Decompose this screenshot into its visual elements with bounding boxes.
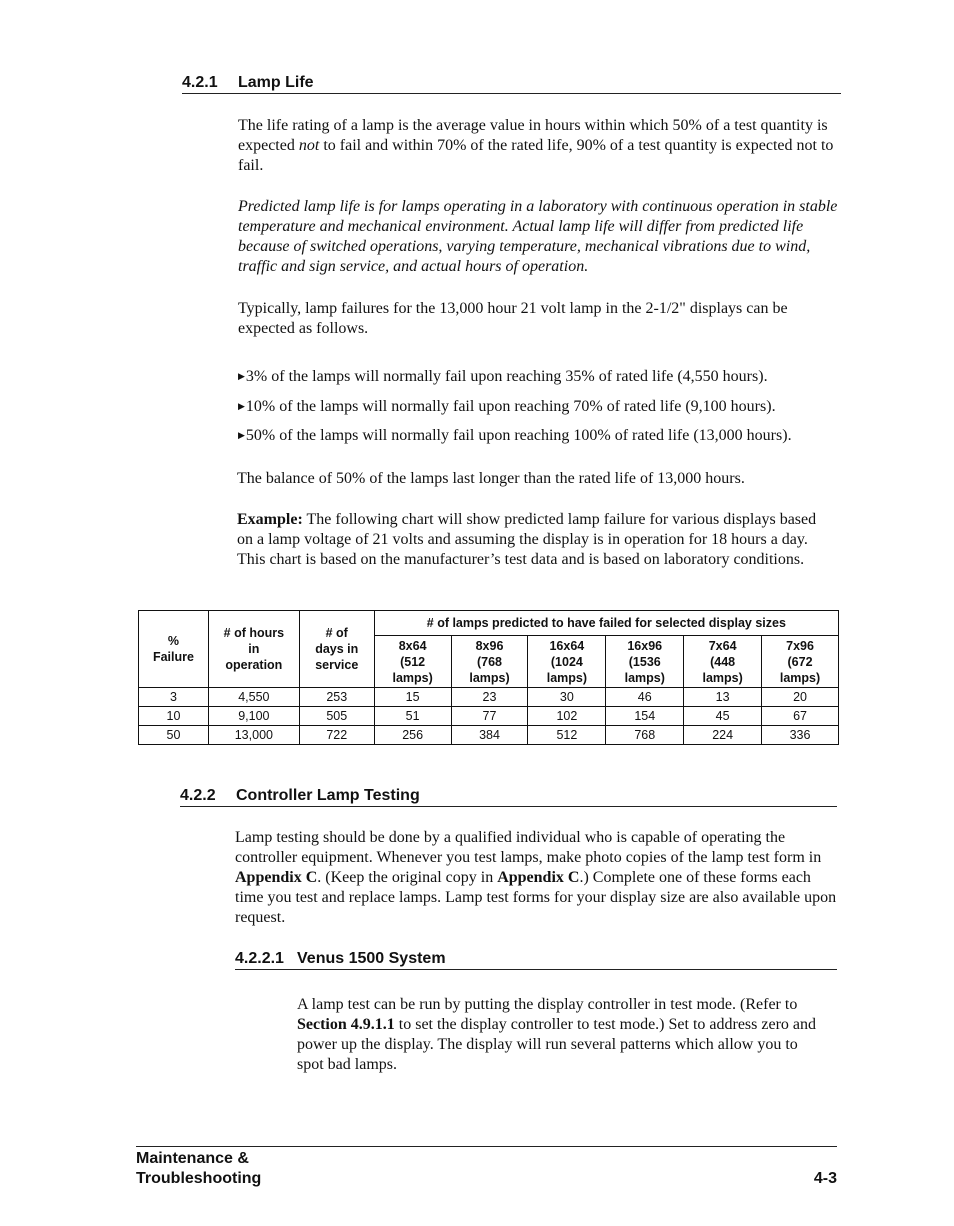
header-display-size: 7x96 (672 lamps) (762, 636, 839, 688)
failure-bullet: ▶50% of the lamps will normally fail upon reaching 100% of rated life (13,000 hours). (238, 427, 792, 444)
table-row: 50 13,000 722 256 384 512 768 224 336 (139, 726, 839, 745)
section-number: 4.2.2 (180, 787, 216, 804)
failure-bullet: ▶10% of the lamps will normally fail upon reaching 70% of rated life (9,100 hours). (238, 398, 776, 415)
failure-bullet: ▶3% of the lamps will normally fail upon reaching 35% of rated life (4,550 hours). (238, 368, 768, 385)
lamp-life-paragraph-2: Predicted lamp life is for lamps operating in a laboratory with continuous operation in stable temperature and mechanical environment. Actual lamp life will differ from predicted life because of switched operations, varying temperature, mechanical vibrations due to wind, traffic and sign service, and actual hours of operation. (238, 198, 838, 275)
page-number: 4-3 (813, 1170, 837, 1187)
section-title: Lamp Life (238, 74, 314, 91)
header-display-size: 8x96 (768 lamps) (451, 636, 528, 688)
example-label: Example: (237, 511, 303, 528)
section-reference: Section 4.9.1.1 (297, 1016, 395, 1033)
venus-paragraph: A lamp test can be run by putting the display controller in test mode. (Refer to Section 4.9.1.1 to set the display controller to test mode.) Set to address zero and power up the display. The display will run several patterns which allow you to spot bad lamps. (297, 996, 817, 1073)
footer-chapter-title: Maintenance & Troubleshooting (136, 1150, 262, 1187)
section-title: Controller Lamp Testing (236, 787, 420, 804)
header-days-in-service: # of days in service (299, 611, 374, 688)
section-title: Venus 1500 System (297, 950, 446, 967)
appendix-reference: Appendix C (235, 869, 318, 886)
header-lamps-failed-group: # of lamps predicted to have failed for selected display sizes (374, 611, 838, 636)
section-heading-4-2-2 (180, 787, 837, 807)
header-percent-failure: % Failure (139, 611, 209, 688)
header-display-size: 7x64 (448 lamps) (684, 636, 762, 688)
header-display-size: 8x64 (512 lamps) (374, 636, 451, 688)
lamp-life-paragraph-4: The balance of 50% of the lamps last longer than the rated life of 13,000 hours. (237, 470, 745, 487)
table-row: 10 9,100 505 51 77 102 154 45 67 (139, 707, 839, 726)
footer-divider (136, 1146, 837, 1147)
lamp-life-paragraph-1: The life rating of a lamp is the average value in hours within which 50% of a test quantity is expected not to fail and within 70% of the rated life, 90% of a test quantity is expected not to fail. (238, 117, 834, 174)
example-paragraph: Example: The following chart will show predicted lamp failure for various displays based on a lamp voltage of 21 volts and assuming the display is in operation for 18 hours a day. This chart is based on the manufacturer’s test data and is based on laboratory conditions. (237, 511, 817, 568)
triangle-bullet-icon: ▶ (238, 371, 245, 381)
header-display-size: 16x96 (1536 lamps) (606, 636, 684, 688)
section-number: 4.2.2.1 (235, 950, 284, 967)
controller-testing-paragraph: Lamp testing should be done by a qualified individual who is capable of operating the controller equipment. Whenever you test lamps, make photo copies of the lamp test form in Appendix C. (Keep the original copy in Appendix C.) Complete one of these forms each time you test and replace lamps. Lamp test forms for your display size are also available upon request. (235, 829, 837, 926)
emphasis-not: not (298, 137, 320, 154)
lamp-life-paragraph-3: Typically, lamp failures for the 13,000 hour 21 volt lamp in the 2-1/2" displays can be expected as follows. (238, 300, 788, 337)
section-heading-4-2-1 (182, 74, 841, 94)
section-number: 4.2.1 (182, 74, 218, 91)
triangle-bullet-icon: ▶ (238, 430, 245, 440)
table-row: 3 4,550 253 15 23 30 46 13 20 (139, 688, 839, 707)
section-heading-4-2-2-1 (235, 950, 837, 970)
appendix-reference: Appendix C (497, 869, 580, 886)
header-hours-in-operation: # of hours in operation (208, 611, 299, 688)
triangle-bullet-icon: ▶ (238, 401, 245, 411)
lamp-failure-table (138, 610, 839, 745)
header-display-size: 16x64 (1024 lamps) (528, 636, 606, 688)
